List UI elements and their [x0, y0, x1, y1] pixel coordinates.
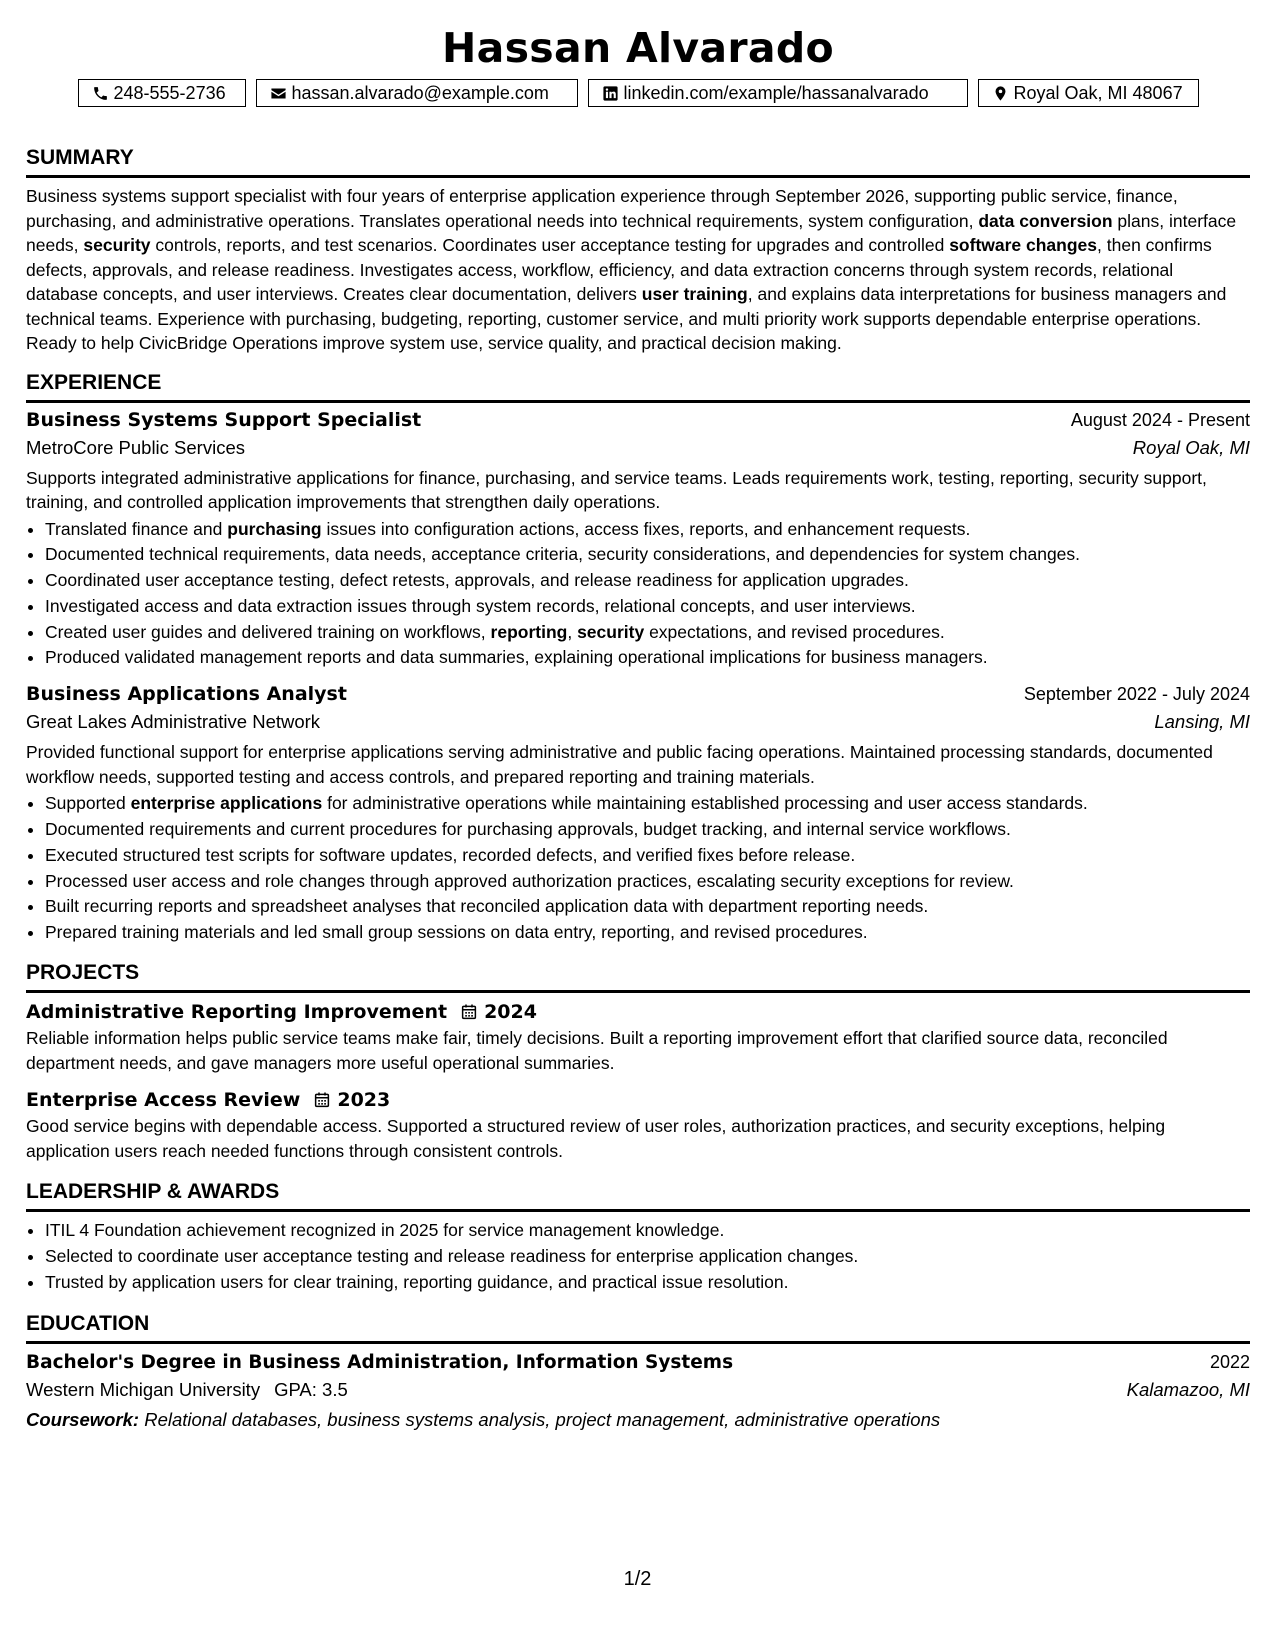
linkedin-icon	[602, 85, 619, 102]
resume-page	[26, 0, 1250, 1431]
experience-section	[26, 370, 1250, 947]
section-divider	[26, 990, 1250, 993]
projects-section	[26, 960, 1250, 1163]
list-item: • Processed user access and role changes through approved authorization practices, escalating security exceptions for review.	[45, 869, 1250, 895]
location-text: Royal Oak, MI 48067	[1013, 82, 1183, 103]
summary-section	[26, 145, 1250, 356]
project-name: Enterprise Access Review	[26, 1089, 301, 1112]
company-name: Great Lakes Administrative Network	[26, 711, 321, 733]
job-bullets	[26, 791, 1250, 946]
list-item: • Supported enterprise applications for administrative operations while maintaining established processing and user access standards.	[45, 791, 1250, 817]
job-bullets	[26, 517, 1250, 672]
list-item: • Created user guides and delivered training on workflows, reporting, security expectations, and revised procedures.	[45, 620, 1250, 646]
graduation-year: 2022	[1209, 1352, 1250, 1373]
section-divider	[26, 400, 1250, 403]
calendar-icon	[313, 1091, 331, 1109]
phone-text: 248-555-2736	[113, 82, 226, 103]
list-item: • Built recurring reports and spreadsheet analyses that reconciled application data with department reporting needs.	[45, 894, 1250, 920]
project-year: 2024	[484, 1001, 537, 1024]
section-divider	[26, 1209, 1250, 1212]
job-dates: September 2022 - July 2024	[1023, 684, 1250, 705]
job-entry	[26, 683, 1250, 946]
education-section	[26, 1311, 1250, 1431]
contact-location	[978, 79, 1199, 107]
job-description: Supports integrated administrative applications for finance, purchasing, and service teams. Leads requirements work, testing, reporting, security support, training, and controlled application improvements that strengthen daily operations.	[26, 467, 1207, 512]
list-item: • Translated finance and purchasing issues into configuration actions, access fixes, reports, and enhancement requests.	[45, 517, 1250, 543]
list-item: • Prepared training materials and led small group sessions on data entry, reporting, and revised procedures.	[45, 920, 1250, 946]
envelope-icon	[270, 85, 287, 102]
project-entry	[26, 1001, 1250, 1075]
section-divider	[26, 175, 1250, 178]
map-marker-icon	[992, 85, 1009, 102]
project-description: Good service begins with dependable access. Supported a structured review of user roles, authorization practices, and security exceptions, helping application users reach needed functions through consistent controls.	[26, 1116, 1166, 1161]
school-name: Western Michigan University	[26, 1379, 261, 1401]
job-description: Provided functional support for enterprise applications serving administrative and public facing operations. Maintained processing standards, documented workflow needs, supported testing and access controls, and prepared reporting and training materials.	[26, 742, 1213, 787]
project-year: 2023	[337, 1089, 391, 1112]
project-description: Reliable information helps public service teams make fair, timely decisions. Built a reporting improvement effort that clarified source data, reconciled department needs, and gave managers more useful operational summaries.	[26, 1028, 1168, 1073]
list-item: • Trusted by application users for clear training, reporting guidance, and practical issue resolution.	[45, 1270, 1250, 1296]
calendar-icon	[460, 1003, 478, 1021]
job-dates: August 2024 - Present	[1070, 409, 1250, 430]
job-location: Royal Oak, MI	[1132, 436, 1250, 458]
degree-title: Bachelor's Degree in Business Administration, Information Systems	[26, 1352, 734, 1374]
section-title: PROJECTS	[26, 961, 140, 985]
list-item: • ITIL 4 Foundation achievement recognized in 2025 for service management knowledge.	[45, 1218, 1250, 1244]
candidate-name: Hassan Alvarado	[442, 24, 834, 72]
company-name: MetroCore Public Services	[26, 436, 245, 458]
section-divider	[26, 1341, 1250, 1344]
leadership-section	[26, 1179, 1250, 1295]
contact-phone[interactable]	[78, 79, 246, 107]
summary-text: Business systems support specialist with four years of enterprise application experience through September 2026, supporting public service, finance, purchasing, and administrative operations. Translates operational needs into technical requirements, system configuration, data conversion plans, interface needs, security controls, reports, and test scenarios. Coordinates user acceptance testing for upgrades and controlled software changes, then confirms defects, approvals, and release readiness. Investigates access, workflow, efficiency, and data extraction concerns through system records, relational database concepts, and user interviews. Creates clear documentation, delivers user training, and explains data interpretations for business managers and technical teams. Experience with purchasing, budgeting, reporting, customer service, and multi priority work supports dependable enterprise operations. Ready to help CivicBridge Operations improve system use, service quality, and practical decision making.	[26, 186, 1237, 353]
list-item: • Documented technical requirements, data needs, acceptance criteria, security considerations, and dependencies for system changes.	[45, 542, 1250, 568]
job-entry	[26, 409, 1250, 672]
job-location: Lansing, MI	[1154, 711, 1250, 733]
section-title: EXPERIENCE	[26, 370, 162, 394]
section-title: EDUCATION	[26, 1312, 150, 1336]
job-title: Business Systems Support Specialist	[26, 408, 422, 431]
list-item: • Coordinated user acceptance testing, defect retests, approvals, and release readiness for application upgrades.	[45, 568, 1250, 594]
awards-list	[26, 1218, 1250, 1295]
gpa: GPA: 3.5	[274, 1379, 348, 1401]
contact-bar	[26, 79, 1250, 107]
list-item: • Executed structured test scripts for software updates, recorded defects, and verified fixes before release.	[45, 843, 1250, 869]
list-item: • Produced validated management reports and data summaries, explaining operational implications for business managers.	[45, 645, 1250, 671]
page-number: 1/2	[623, 1568, 652, 1590]
email-text: hassan.alvarado@example.com	[291, 82, 549, 103]
linkedin-text: linkedin.com/example/hassanalvarado	[623, 82, 929, 103]
list-item: • Investigated access and data extraction issues through system records, relational concepts, and user interviews.	[45, 594, 1250, 620]
school-location: Kalamazoo, MI	[1126, 1379, 1250, 1401]
project-name: Administrative Reporting Improvement	[26, 1001, 448, 1024]
coursework: Coursework: Relational databases, business systems analysis, project management, administrative operations	[26, 1409, 941, 1431]
list-item: • Documented requirements and current procedures for purchasing approvals, budget tracking, and internal service workflows.	[45, 817, 1250, 843]
section-title: LEADERSHIP & AWARDS	[26, 1180, 280, 1204]
job-title: Business Applications Analyst	[26, 683, 347, 706]
phone-icon	[92, 85, 109, 102]
list-item: • Selected to coordinate user acceptance testing and release readiness for enterprise application changes.	[45, 1244, 1250, 1270]
project-entry	[26, 1089, 1250, 1163]
section-title: SUMMARY	[26, 146, 134, 169]
contact-linkedin[interactable]	[588, 79, 968, 107]
contact-email[interactable]	[256, 79, 578, 107]
